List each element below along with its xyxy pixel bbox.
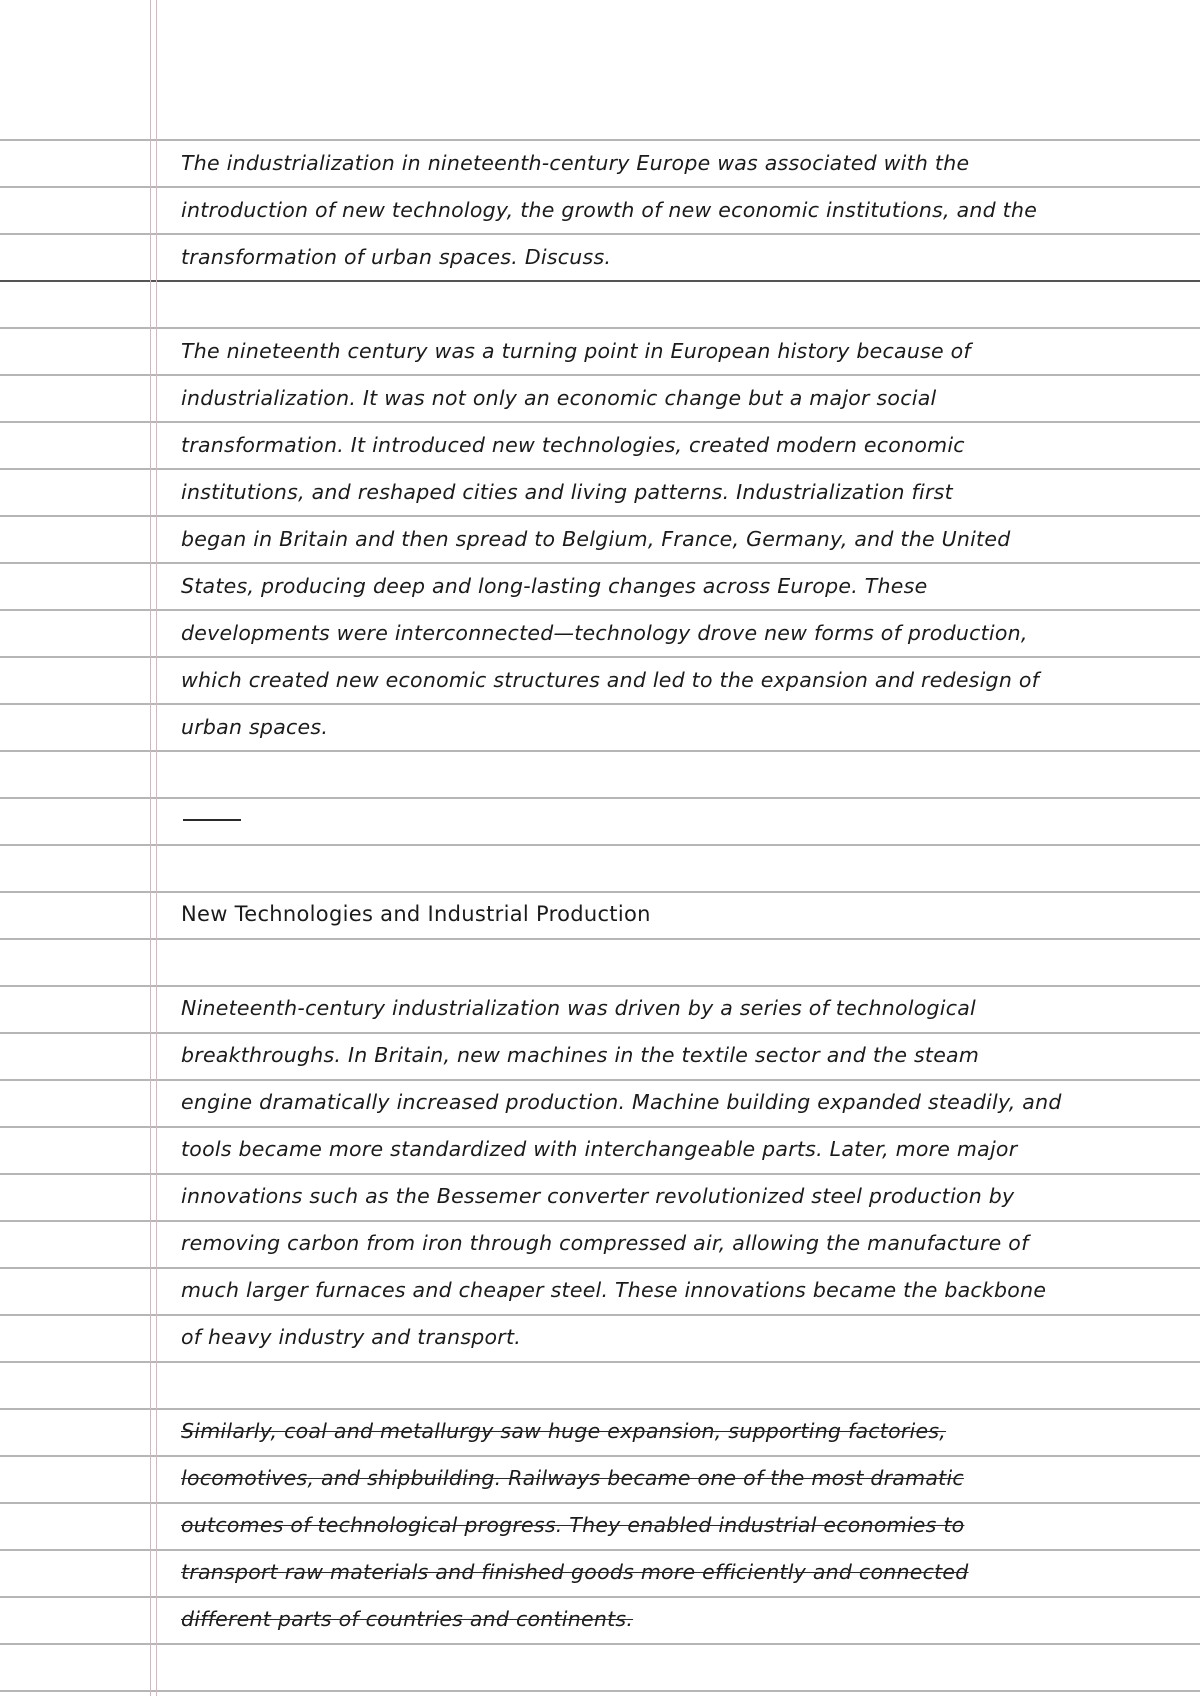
body-line: locomotives, and shipbuilding. Railways became one of the most dramatic xyxy=(181,1466,964,1490)
body-line: outcomes of technological progress. They enabled industrial economies to xyxy=(181,1513,965,1537)
body-line: innovations such as the Bessemer converter revolutionized steel production by xyxy=(181,1184,1015,1208)
intro-line: developments were interconnected—technology drove new forms of production, xyxy=(181,621,1028,645)
prompt-line: The industrialization in nineteenth-century Europe was associated with the xyxy=(181,151,970,175)
section-heading: New Technologies and Industrial Production xyxy=(181,902,651,926)
intro-line: institutions, and reshaped cities and living patterns. Industrialization first xyxy=(181,480,953,504)
body-line: transport raw materials and finished goods more efficiently and connected xyxy=(181,1560,969,1584)
prompt-line: introduction of new technology, the growth of new economic institutions, and the xyxy=(181,198,1038,222)
body-line: Similarly, coal and metallurgy saw huge expansion, supporting factories, xyxy=(181,1419,947,1443)
body-line: of heavy industry and transport. xyxy=(181,1325,522,1349)
margin-line-left xyxy=(150,0,151,1696)
body-line: different parts of countries and continents. xyxy=(181,1607,634,1631)
intro-line: which created new economic structures and led to the expansion and redesign of xyxy=(181,668,1040,692)
section-divider xyxy=(183,819,241,821)
body-line: engine dramatically increased production. Machine building expanded steadily, and xyxy=(181,1090,1062,1114)
intro-line: urban spaces. xyxy=(181,715,329,739)
intro-line: The nineteenth century was a turning point in European history because of xyxy=(181,339,971,363)
intro-line: industrialization. It was not only an economic change but a major social xyxy=(181,386,937,410)
margin-line-right xyxy=(156,0,157,1696)
body-line: Nineteenth-century industrialization was driven by a series of technological xyxy=(181,996,976,1020)
body-line: breakthroughs. In Britain, new machines in the textile sector and the steam xyxy=(181,1043,980,1067)
body-line: removing carbon from iron through compressed air, allowing the manufacture of xyxy=(181,1231,1029,1255)
intro-line: transformation. It introduced new technologies, created modern economic xyxy=(181,433,965,457)
body-line: much larger furnaces and cheaper steel. These innovations became the backbone xyxy=(181,1278,1047,1302)
prompt-line: transformation of urban spaces. Discuss. xyxy=(181,245,612,269)
intro-line: began in Britain and then spread to Belgium, France, Germany, and the United xyxy=(181,527,1011,551)
body-line: tools became more standardized with interchangeable parts. Later, more major xyxy=(181,1137,1018,1161)
intro-line: States, producing deep and long-lasting changes across Europe. These xyxy=(181,574,928,598)
